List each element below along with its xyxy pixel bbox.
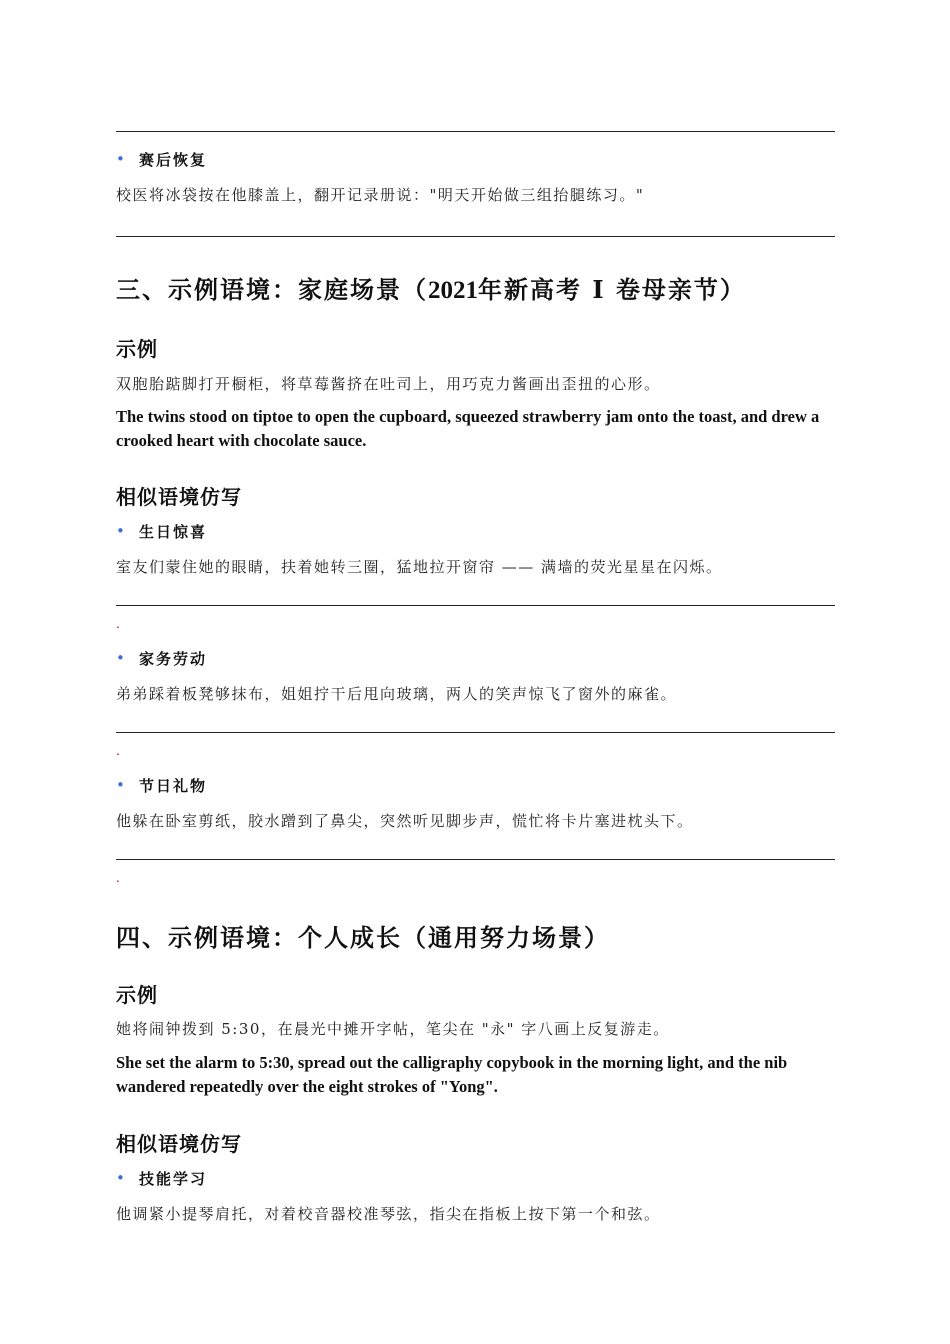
bullet-icon: • xyxy=(116,649,125,667)
example-chinese: 她将闹钟拨到 5:30，在晨光中摊开字帖，笔尖在 "永" 字八画上反复游走。 xyxy=(116,1020,670,1038)
example-heading: 示例 xyxy=(116,983,158,1007)
answer-line xyxy=(116,732,835,733)
bullet-label: 生日惊喜 xyxy=(139,522,208,541)
bullet-item xyxy=(116,774,207,796)
example-heading: 示例 xyxy=(116,337,158,361)
bullet-item xyxy=(116,647,207,669)
similar-heading: 相似语境仿写 xyxy=(116,485,242,509)
bullet-item xyxy=(116,520,207,542)
bullet-icon: • xyxy=(116,1169,125,1187)
answer-line xyxy=(116,859,835,860)
bullet-icon: • xyxy=(116,150,125,168)
bullet-item xyxy=(116,148,207,170)
bullet-label: 家务劳动 xyxy=(139,649,208,668)
bullet-icon: • xyxy=(116,776,125,794)
example-english: She set the alarm to 5:30, spread out the calligraphy copybook in the morning light, and the nib wandered repeatedly over the eight strokes of "Yong". xyxy=(116,1053,788,1096)
bullet-label: 节日礼物 xyxy=(139,776,208,795)
body-text: 校医将冰袋按在他膝盖上，翻开记录册说："明天开始做三组抬腿练习。" xyxy=(116,186,645,204)
answer-line xyxy=(116,236,835,237)
body-text: 他调紧小提琴肩托，对着校音器校准琴弦，指尖在指板上按下第一个和弦。 xyxy=(116,1205,661,1223)
line-mark: . xyxy=(116,617,120,631)
answer-line xyxy=(116,131,835,132)
body-text: 室友们蒙住她的眼睛，扶着她转三圈，猛地拉开窗帘 —— 满墙的荧光星星在闪烁。 xyxy=(116,558,723,576)
example-chinese: 双胞胎踮脚打开橱柜，将草莓酱挤在吐司上，用巧克力酱画出歪扭的心形。 xyxy=(116,375,661,393)
bullet-label: 技能学习 xyxy=(139,1169,208,1188)
line-mark: . xyxy=(116,871,120,885)
body-text: 弟弟踩着板凳够抹布，姐姐拧干后甩向玻璃，两人的笑声惊飞了窗外的麻雀。 xyxy=(116,685,678,703)
bullet-label: 赛后恢复 xyxy=(139,150,208,169)
line-mark: . xyxy=(116,744,120,758)
example-english: The twins stood on tiptoe to open the cupboard, squeezed strawberry jam onto the toast, and drew a crooked heart with chocolate sauce. xyxy=(116,407,820,450)
section-heading: 三、示例语境：家庭场景（2021年新高考 Ⅰ 卷母亲节） xyxy=(116,275,746,304)
body-text: 他躲在卧室剪纸，胶水蹭到了鼻尖，突然听见脚步声，慌忙将卡片塞进枕头下。 xyxy=(116,812,694,830)
section-heading: 四、示例语境：个人成长（通用努力场景） xyxy=(116,923,610,952)
bullet-icon: • xyxy=(116,522,125,540)
bullet-item xyxy=(116,1167,207,1189)
answer-line xyxy=(116,605,835,606)
similar-heading: 相似语境仿写 xyxy=(116,1132,242,1156)
